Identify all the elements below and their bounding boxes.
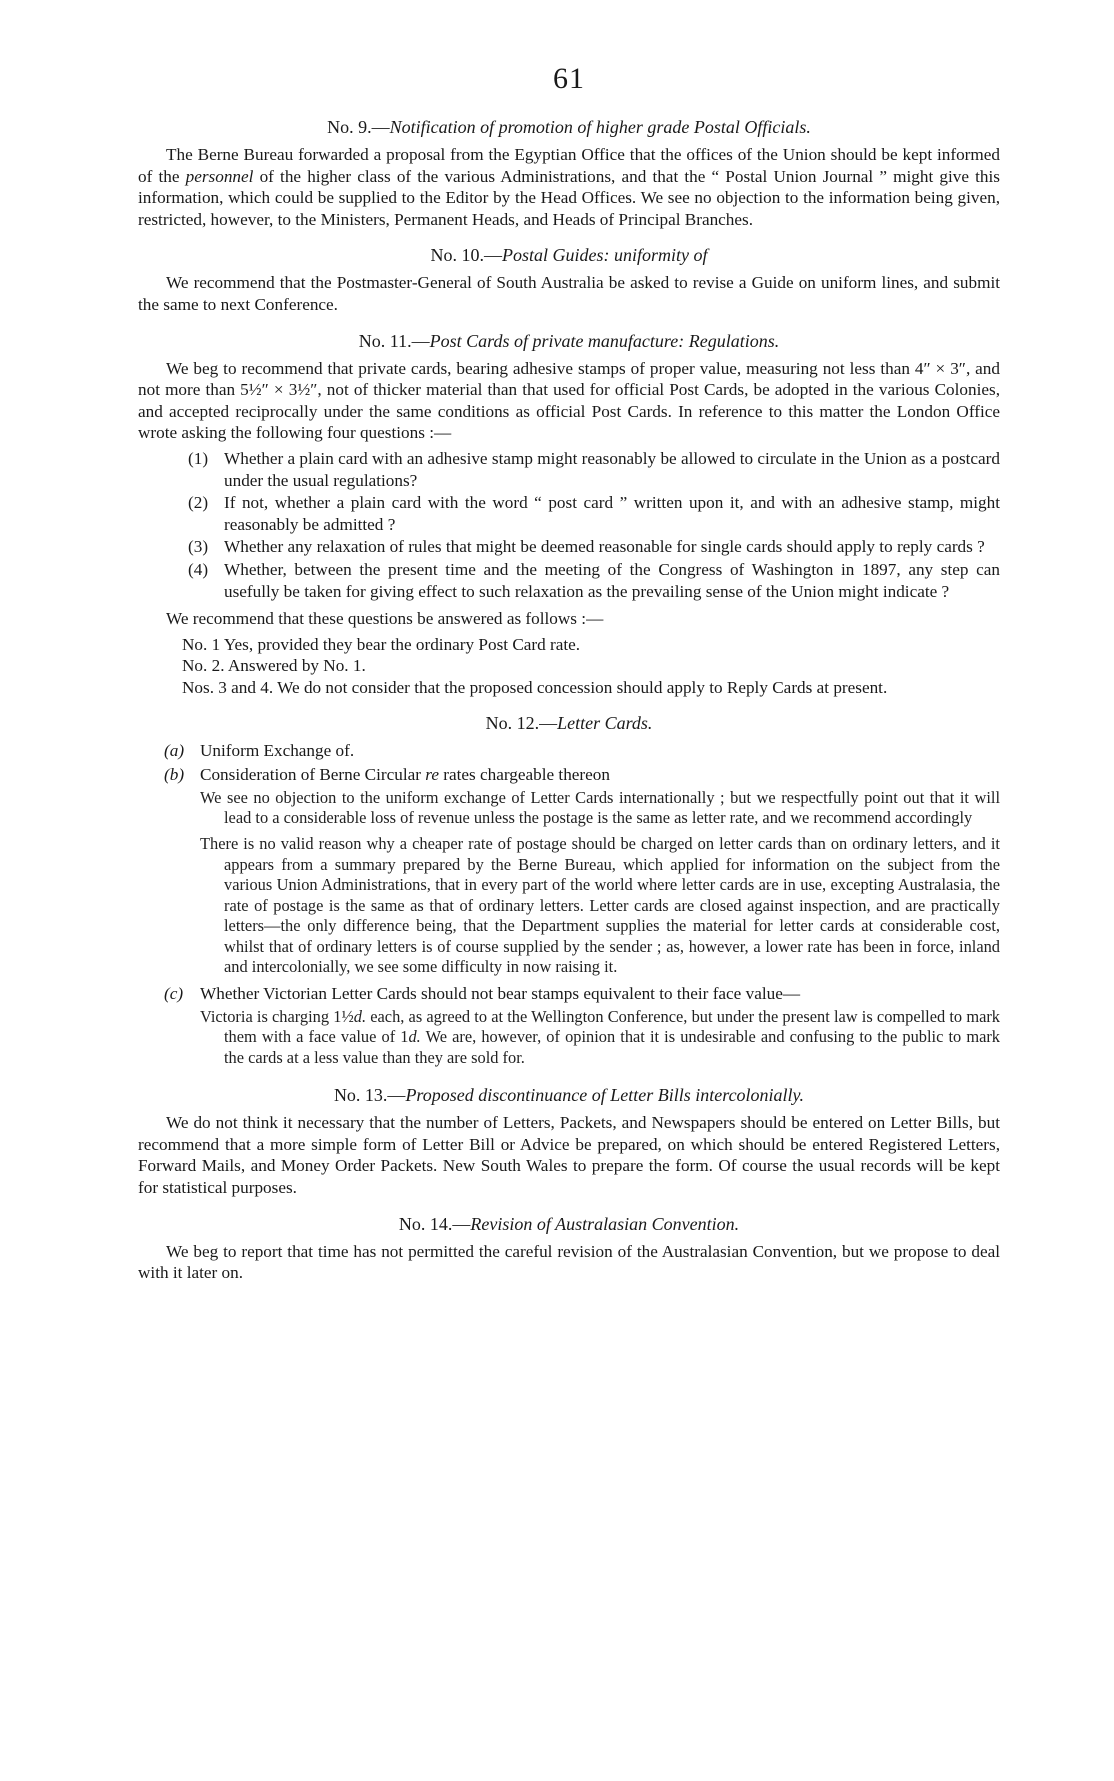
paragraph: We do not think it necessary that the number of Letters, Packets, and Newspapers should be entered on Letter Bills, but recommend that a more simple form of Letter Bill or Advice be prepared, on which should be entered Registered Letters, Forward Mails, and Money Order Packets. New South Wales to prepare the form. Of course the usual records will be kept for statistical purposes. bbox=[138, 1113, 1000, 1197]
paragraph: There is no valid reason why a cheaper rate of postage should be charged on letter cards than on ordinary letters, and it appears from a summary prepared by the Berne Bureau, which applied for information on the subject from the various Union Administrations, that in every part of the world where letter cards are in use, excepting Australasia, the rate of postage is the same as that of ordinary letters. Letter cards are closed against inspection, and are practically letters—the only difference being, that the Department supplies the material for letter cards at considerable cost, whilst that of ordinary letters is of course supplied by the sender ; as, however, a lower rate has been in force, inland and intercolonially, we see some difficulty in now raising it. bbox=[200, 834, 1000, 976]
text-run-italic: re bbox=[425, 765, 439, 785]
list-item bbox=[138, 448, 1000, 491]
subsection-c bbox=[138, 983, 1000, 1005]
paragraph bbox=[138, 144, 1000, 230]
section-11 bbox=[138, 330, 1000, 699]
item-marker: (c) bbox=[164, 984, 184, 1004]
item-marker: (3) bbox=[188, 537, 209, 557]
text-run-italic: personnel bbox=[185, 166, 254, 186]
paragraph bbox=[138, 1007, 1000, 1068]
answer-list bbox=[138, 634, 1000, 699]
section-title: Notification of promotion of higher grade Postal Officials. bbox=[389, 117, 811, 137]
section-number: No. 12.— bbox=[485, 713, 558, 734]
list-item bbox=[138, 492, 1000, 535]
section-number: No. 10.— bbox=[430, 245, 502, 266]
section-10 bbox=[138, 244, 1000, 315]
list-item bbox=[138, 536, 1000, 558]
section-number: No. 14.— bbox=[398, 1213, 471, 1234]
section-title: Revision of Australasian Convention. bbox=[470, 1213, 740, 1234]
item-text: If not, whether a plain card with the word “ post card ” written upon it, and with an adhesive stamp, might reasonably be admitted ? bbox=[224, 493, 1000, 534]
section-title: Postal Guides: uniformity of bbox=[502, 245, 708, 266]
item-text: Uniform Exchange of. bbox=[200, 741, 355, 761]
section-heading bbox=[138, 330, 1000, 352]
item-text: Whether Victorian Letter Cards should not bear stamps equivalent to their face value— bbox=[200, 984, 801, 1004]
item-marker: (1) bbox=[188, 448, 209, 468]
item-text: Whether a plain card with an adhesive stamp might reasonably be allowed to circulate in the Union as a postcard under the usual regulations? bbox=[224, 448, 1000, 490]
item-marker: (a) bbox=[164, 741, 185, 761]
page-number: 61 bbox=[553, 62, 585, 95]
item-text: Whether, between the present time and the meeting of the Congress of Washington in 1897, any step can usefully be taken for giving effect to such relaxation as the prevailing sense of the Union might indicate ? bbox=[224, 559, 1000, 601]
paragraph: We beg to recommend that private cards, bearing adhesive stamps of proper value, measuring not less than 4″ × 3″, and not more than 5½″ × 3½″, not of thicker material than that used for official Post Cards, be adopted in the various Colonies, and accepted reciprocally under the same conditions as official Post Cards. In reference to this matter the London Office wrote asking the following four questions :— bbox=[138, 358, 1000, 443]
section-heading bbox=[138, 244, 1000, 266]
subsection-a bbox=[138, 740, 1000, 762]
section-number: No. 9.— bbox=[327, 117, 390, 137]
section-14 bbox=[138, 1213, 1000, 1284]
text-run-italic: d. bbox=[353, 1006, 367, 1026]
list-item bbox=[138, 559, 1000, 602]
text-run: each, as agreed to at the Wellington Conference, but under the present law is compelled to mark them with a face value of 1 bbox=[224, 1006, 1000, 1047]
text-run: of the higher class of the various Administrations, and that the “ Postal Union Journal ” might give this information, which could be supplied to the Editor by the Head Offices. We see no objection to the information being given, restricted, however, to the Ministers, Permanent Heads, and Heads of Principal Branches. bbox=[138, 166, 1000, 229]
item-text: Whether any relaxation of rules that might be deemed reasonable for single cards should apply to reply cards ? bbox=[224, 537, 985, 557]
paragraph: We beg to report that time has not permitted the careful revision of the Australasian Convention, but we propose to deal with it later on. bbox=[138, 1241, 1000, 1283]
text-run: The Berne Bureau forwarded a proposal from the Egyptian Office that the offices of the Union should be kept informed of the bbox=[138, 145, 1000, 186]
section-heading bbox=[138, 712, 1000, 734]
text-run: Victoria is charging 1½ bbox=[200, 1006, 354, 1026]
text-run: We are, however, of opinion that it is undesirable and confusing to the public to mark the cards at a less value than they are sold for. bbox=[224, 1027, 1000, 1067]
section-number: No. 11.— bbox=[358, 330, 430, 351]
item-marker: (b) bbox=[164, 765, 185, 785]
question-list bbox=[138, 448, 1000, 602]
section-number: No. 13.— bbox=[333, 1085, 406, 1106]
item-marker: (4) bbox=[188, 559, 209, 579]
section-title: Proposed discontinuance of Letter Bills intercolonially. bbox=[405, 1085, 805, 1106]
section-heading bbox=[138, 116, 1000, 138]
section-12 bbox=[138, 712, 1000, 1068]
section-title: Letter Cards. bbox=[557, 713, 653, 734]
section-9 bbox=[138, 116, 1000, 230]
section-heading bbox=[138, 1213, 1000, 1235]
paragraph: We see no objection to the uniform exchange of Letter Cards internationally ; but we respectfully point out that it will lead to a considerable loss of revenue unless the postage is the same as letter rate, and we recommend accordingly bbox=[200, 787, 1000, 828]
section-heading bbox=[138, 1084, 1000, 1106]
section-title: Post Cards of private manufacture: Regulations. bbox=[429, 330, 780, 351]
paragraph: We recommend that the Postmaster-General of South Australia be asked to revise a Guide on uniform lines, and submit the same to next Conference. bbox=[138, 273, 1000, 314]
item-marker: (2) bbox=[188, 493, 209, 513]
text-run: rates chargeable thereon bbox=[438, 765, 610, 785]
text-run: Consideration of Berne Circular bbox=[200, 765, 426, 785]
list-item: Nos. 3 and 4. We do not consider that the proposed concession should apply to Reply Cards at present. bbox=[182, 677, 888, 697]
list-item: No. 2. Answered by No. 1. bbox=[182, 656, 366, 676]
subsection-b bbox=[138, 764, 1000, 786]
section-13 bbox=[138, 1084, 1000, 1198]
text-run-italic: d. bbox=[408, 1027, 421, 1047]
answers-lead: We recommend that these questions be answered as follows :— bbox=[166, 609, 604, 629]
list-item: No. 1 Yes, provided they bear the ordinary Post Card rate. bbox=[182, 634, 581, 654]
